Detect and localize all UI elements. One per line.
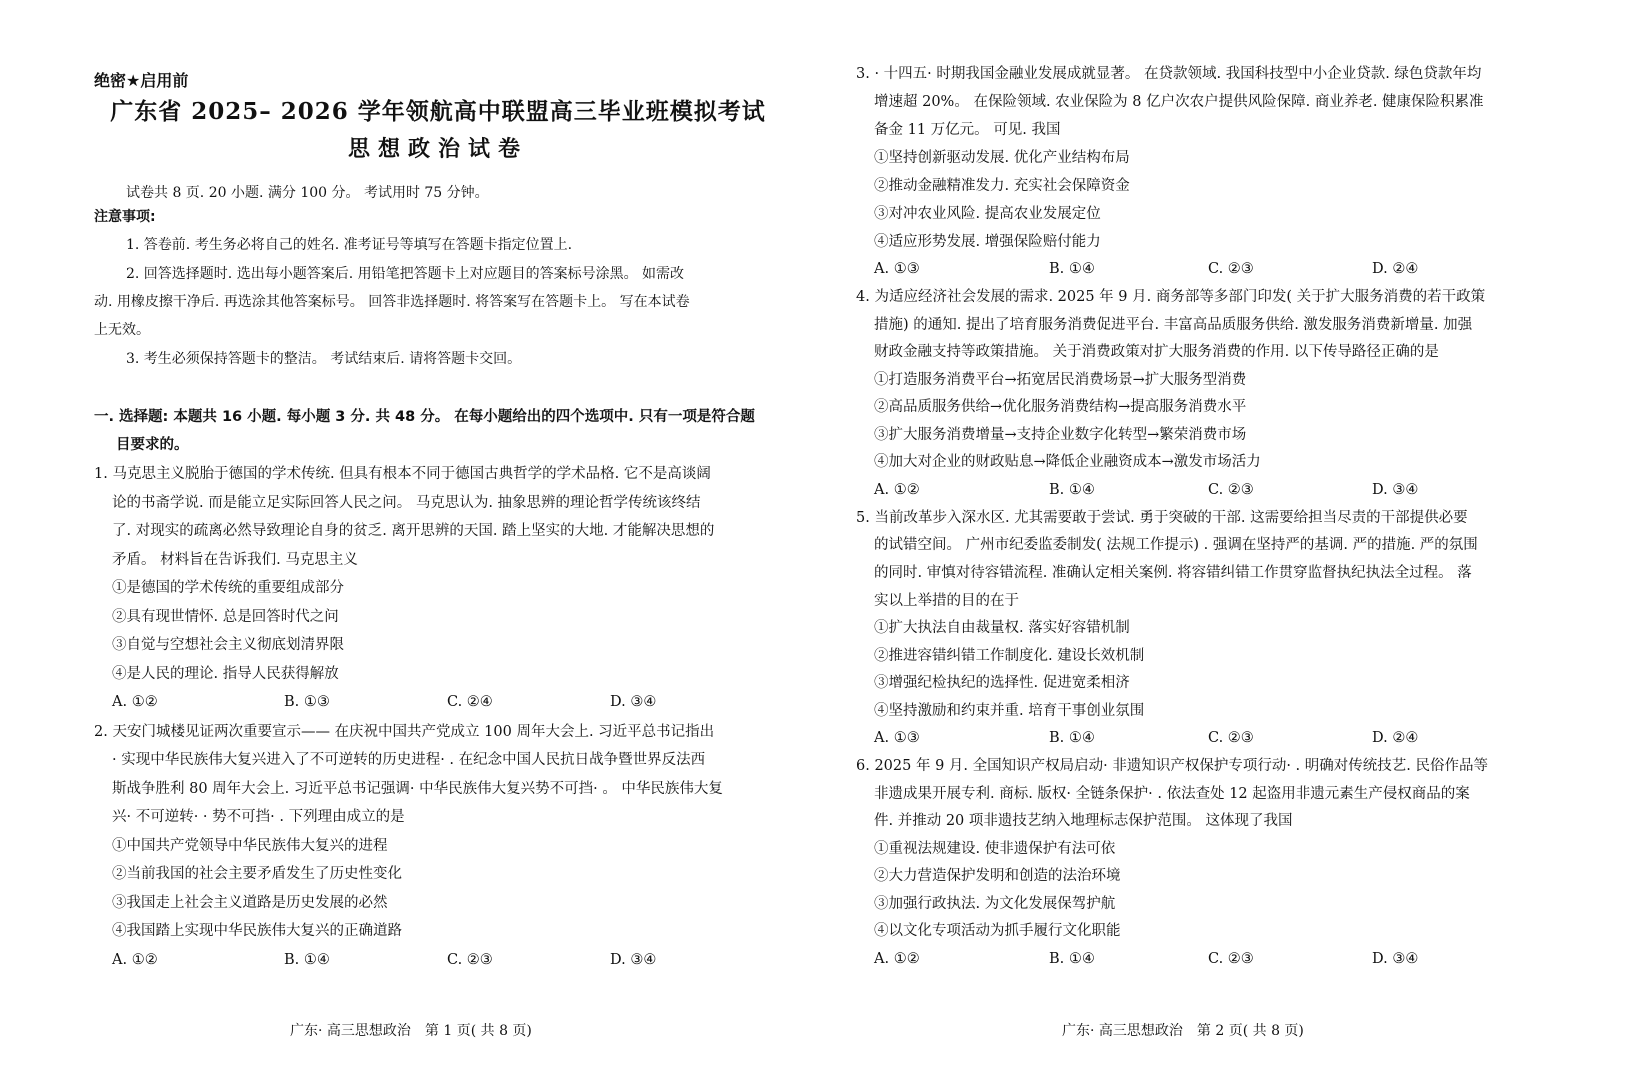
- answer-choice-a: A. ①②: [874, 951, 920, 967]
- answer-choice-b: B. ①④: [1049, 482, 1095, 498]
- section-title: 一. 选择题: 本题共 16 小题. 每小题 3 分. 共 48 分。 在每小题给出的四个选项中. 只有一项是符合题: [94, 409, 755, 425]
- question-text: 2. 天安门城楼见证两次重要宣示—— 在庆祝中国共产党成立 100 周年大会上. 习近平总书记指出: [94, 724, 715, 740]
- notice-line: 动. 用橡皮擦干净后. 再选涂其他答案标号。 回答非选择题时. 将答案写在答题卡上。 写在本试卷: [94, 294, 690, 310]
- question-text: 4. 为适应经济社会发展的需求. 2025 年 9 月. 商务部等多部门印发( 关于扩大服务消费的若干政策: [856, 289, 1486, 305]
- statement-option: ②大力营造保护发明和创造的法治环境: [874, 868, 1121, 884]
- question-text: 斯战争胜利 80 周年大会上. 习近平总书记强调· 中华民族伟大复兴势不可挡· 。 中华民族伟大复: [112, 781, 723, 797]
- question-text: 增速超 20%。 在保险领域. 农业保险为 8 亿户次农户提供风险保障. 商业养老. 健康保险积累准: [874, 94, 1484, 110]
- statement-option: ③扩大服务消费增量→支持企业数字化转型→繁荣消费市场: [874, 427, 1247, 443]
- statement-option: ④加大对企业的财政贴息→降低企业融资成本→激发市场活力: [874, 454, 1261, 470]
- section-title-cont: 目要求的。: [116, 437, 189, 453]
- statement-option: ①打造服务消费平台→拓宽居民消费场景→扩大服务型消费: [874, 372, 1247, 388]
- question-text: 的同时. 审慎对待容错流程. 准确认定相关案例. 将容错纠错工作贯穿监督执纪执法全过程。 落: [874, 565, 1472, 581]
- statement-option: ②当前我国的社会主要矛盾发生了历史性变化: [112, 866, 402, 882]
- statement-option: ②高品质服务供给→优化服务消费结构→提高服务消费水平: [874, 399, 1247, 415]
- answer-choice-d: D. ③④: [610, 952, 657, 968]
- answer-choice-d: D. ③④: [1372, 482, 1419, 498]
- statement-option: ②推进容错纠错工作制度化. 建设长效机制: [874, 648, 1145, 664]
- question-text: 5. 当前改革步入深水区. 尤其需要敢于尝试. 勇于突破的干部. 这需要给担当尽责的干部提供必要: [856, 510, 1468, 526]
- answer-choice-c: C. ②④: [447, 694, 493, 710]
- question-text: 实以上举措的目的在于: [874, 593, 1019, 609]
- notice-line: 3. 考生必须保持答题卡的整洁。 考试结束后. 请将答题卡交回。: [126, 351, 522, 367]
- answer-choice-b: B. ①④: [1049, 261, 1095, 277]
- question-text: · 实现中华民族伟大复兴进入了不可逆转的历史进程· . 在纪念中国人民抗日战争暨世界反法西: [112, 752, 706, 768]
- notice-title: 注意事项:: [94, 209, 156, 225]
- statement-option: ③自觉与空想社会主义彻底划清界限: [112, 637, 344, 653]
- statement-option: ①是德国的学术传统的重要组成部分: [112, 580, 344, 596]
- exam-page-1: [0, 0, 812, 1079]
- answer-choice-b: B. ①③: [284, 694, 330, 710]
- answer-choice-a: A. ①②: [874, 482, 920, 498]
- exam-page-2: [812, 0, 1625, 1079]
- answer-choice-b: B. ①④: [1049, 951, 1095, 967]
- answer-choice-d: D. ③④: [610, 694, 657, 710]
- statement-option: ①中国共产党领导中华民族伟大复兴的进程: [112, 838, 388, 854]
- answer-choice-c: C. ②③: [1208, 261, 1254, 277]
- statement-option: ③对冲农业风险. 提高农业发展定位: [874, 206, 1101, 222]
- statement-option: ④是人民的理论. 指导人民获得解放: [112, 666, 339, 682]
- statement-option: ③增强纪检执纪的选择性. 促进宽柔相济: [874, 675, 1130, 691]
- answer-choice-a: A. ①③: [874, 261, 920, 277]
- question-text: 的试错空间。 广州市纪委监委制发( 法规工作提示) . 强调在坚持严的基调. 严的措施. 严的氛围: [874, 537, 1478, 553]
- statement-option: ①重视法规建设. 使非遗保护有法可依: [874, 841, 1116, 857]
- question-text: 论的书斋学说. 而是能立足实际回答人民之问。 马克思认为. 抽象思辨的理论哲学传统该终结: [112, 495, 701, 511]
- statement-option: ②推动金融精准发力. 充实社会保障资金: [874, 178, 1130, 194]
- confidential-label: 绝密★启用前: [94, 71, 189, 90]
- question-text: 兴· 不可逆转· · 势不可挡· . 下列理由成立的是: [112, 809, 405, 825]
- answer-choice-a: A. ①②: [112, 952, 158, 968]
- notice-line: 2. 回答选择题时. 选出每小题答案后. 用铅笔把答题卡上对应题目的答案标号涂黑。 如需改: [126, 266, 685, 282]
- statement-option: ④我国踏上实现中华民族伟大复兴的正确道路: [112, 923, 402, 939]
- question-text: 1. 马克思主义脱胎于德国的学术传统. 但具有根本不同于德国古典哲学的学术品格. 它不是高谈阔: [94, 466, 711, 482]
- answer-choice-d: D. ②④: [1372, 261, 1419, 277]
- question-text: 措施) 的通知. 提出了培育服务消费促进平台. 丰富高品质服务供给. 激发服务消费新增量. 加强: [874, 317, 1473, 333]
- exam-title: 广东省 2025– 2026 学年领航高中联盟高三毕业班模拟考试: [110, 98, 766, 125]
- statement-option: ②具有现世情怀. 总是回答时代之问: [112, 609, 339, 625]
- statement-option: ④适应形势发展. 增强保险赔付能力: [874, 234, 1101, 250]
- answer-choice-c: C. ②③: [447, 952, 493, 968]
- statement-option: ④以文化专项活动为抓手履行文化职能: [874, 923, 1121, 939]
- question-text: 财政金融支持等政策措施。 关于消费政策对扩大服务消费的作用. 以下传导路径正确的是: [874, 344, 1439, 360]
- statement-option: ③加强行政执法. 为文化发展保驾护航: [874, 896, 1116, 912]
- exam-intro: 试卷共 8 页. 20 小题. 满分 100 分。 考试用时 75 分钟。: [126, 185, 489, 201]
- question-text: 3. · 十四五· 时期我国金融业发展成就显著。 在贷款领域. 我国科技型中小企业贷款. 绿色贷款年均: [856, 66, 1482, 82]
- question-text: 6. 2025 年 9 月. 全国知识产权局启动· 非遗知识产权保护专项行动· . 明确对传统技艺. 民俗作品等: [856, 758, 1488, 774]
- statement-option: ④坚持激励和约束并重. 培育干事创业氛围: [874, 703, 1145, 719]
- page-footer: 广东· 高三思想政治 第 2 页( 共 8 页): [1062, 1023, 1304, 1039]
- question-text: 备金 11 万亿元。 可见. 我国: [874, 122, 1061, 138]
- answer-choice-d: D. ②④: [1372, 730, 1419, 746]
- statement-option: ①坚持创新驱动发展. 优化产业结构布局: [874, 150, 1130, 166]
- statement-option: ③我国走上社会主义道路是历史发展的必然: [112, 895, 388, 911]
- exam-subtitle: 思想政治试卷: [347, 137, 528, 162]
- answer-choice-c: C. ②③: [1208, 730, 1254, 746]
- notice-line: 1. 答卷前. 考生务必将自己的姓名. 准考证号等填写在答题卡指定位置上.: [126, 237, 573, 253]
- question-text: 非遗成果开展专利. 商标. 版权· 全链条保护· . 依法查处 12 起盗用非遗元素生产侵权商品的案: [874, 786, 1470, 802]
- question-text: 矛盾。 材料旨在告诉我们. 马克思主义: [112, 552, 358, 568]
- answer-choice-a: A. ①③: [874, 730, 920, 746]
- answer-choice-b: B. ①④: [1049, 730, 1095, 746]
- question-text: 件. 并推动 20 项非遗技艺纳入地理标志保护范围。 这体现了我国: [874, 813, 1293, 829]
- page-footer: 广东· 高三思想政治 第 1 页( 共 8 页): [290, 1023, 532, 1039]
- answer-choice-a: A. ①②: [112, 694, 158, 710]
- answer-choice-c: C. ②③: [1208, 482, 1254, 498]
- statement-option: ①扩大执法自由裁量权. 落实好容错机制: [874, 620, 1130, 636]
- answer-choice-c: C. ②③: [1208, 951, 1254, 967]
- question-text: 了. 对现实的疏离必然导致理论自身的贫乏. 离开思辨的天国. 踏上坚实的大地. 才能解决思想的: [112, 523, 715, 539]
- notice-line: 上无效。: [94, 322, 150, 338]
- answer-choice-b: B. ①④: [284, 952, 330, 968]
- answer-choice-d: D. ③④: [1372, 951, 1419, 967]
